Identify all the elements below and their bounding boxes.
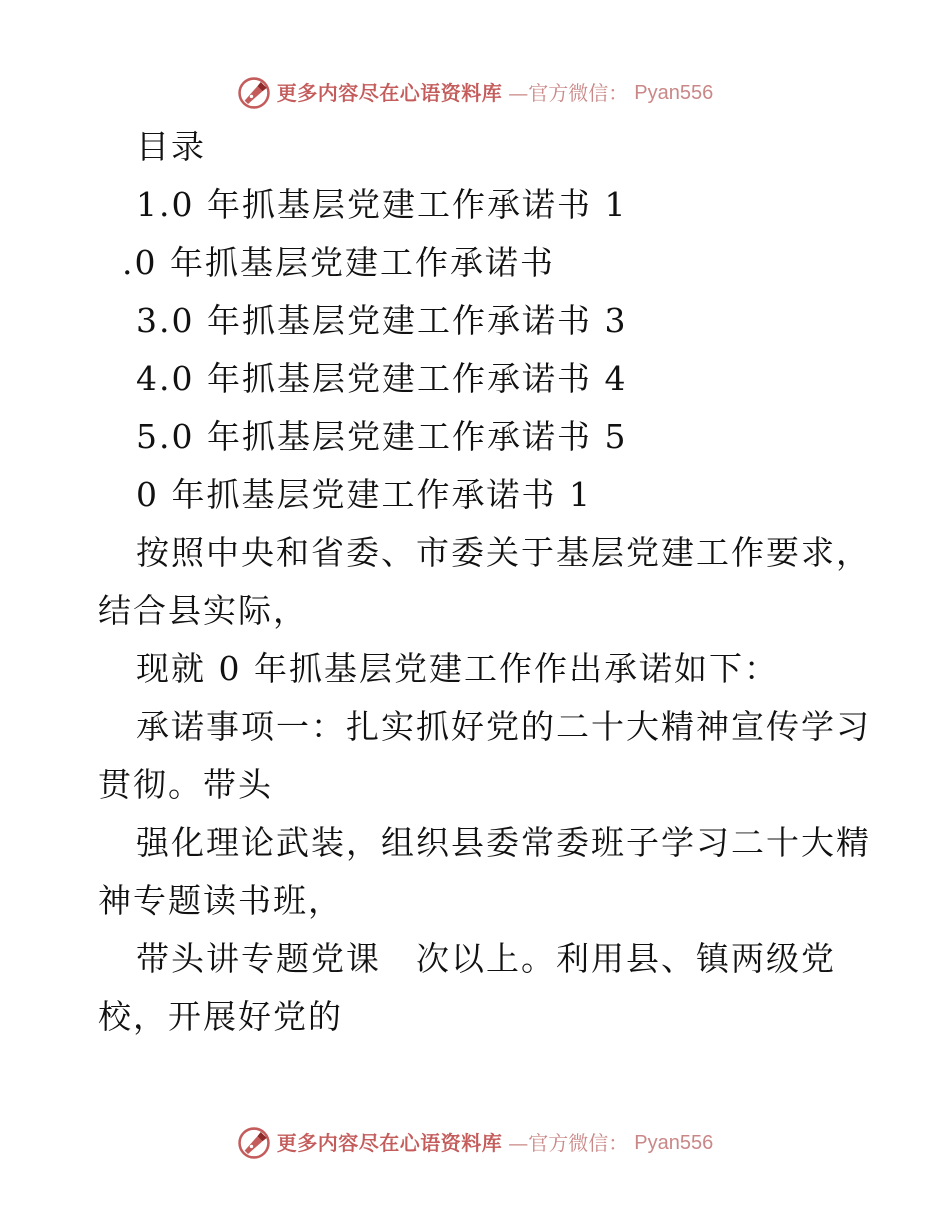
paragraph-line: 贯彻。带头	[98, 765, 273, 804]
watermark-wechat-id: Pyan556	[634, 82, 714, 104]
watermark-text: 更多内容尽在心语资料库	[276, 1131, 503, 1155]
paragraph-line: 按照中央和省委、市委关于基层党建工作要求，	[136, 533, 871, 572]
paragraph-line: 结合县实际，	[98, 591, 308, 630]
toc-item: 4.0 年抓基层党建工作承诺书 4	[136, 359, 628, 398]
pen-nib-logo-icon	[237, 1126, 271, 1160]
toc-item: 3.0 年抓基层党建工作承诺书 3	[136, 301, 628, 340]
paragraph-line: 神专题读书班，	[98, 881, 343, 920]
watermark-text: 更多内容尽在心语资料库	[276, 81, 503, 105]
paragraph-line: 强化理论武装，组织县委常委班子学习二十大精	[136, 823, 871, 862]
paragraph-line: 承诺事项一：扎实抓好党的二十大精神宣传学习	[136, 707, 871, 746]
header-watermark	[0, 76, 950, 110]
paragraph-line: 带头讲专题党课 次以上。利用县、镇两级党	[136, 939, 836, 978]
toc-item: 5.0 年抓基层党建工作承诺书 5	[136, 417, 628, 456]
pen-nib-logo-icon	[237, 76, 271, 110]
paragraph-line: 校，开展好党的	[98, 997, 343, 1036]
footer-watermark	[0, 1126, 950, 1160]
watermark-separator: —官方微信：	[508, 81, 629, 105]
toc-title: 目录	[136, 127, 206, 166]
toc-item: 1.0 年抓基层党建工作承诺书 1	[136, 185, 628, 224]
section-heading: 0 年抓基层党建工作承诺书 1	[136, 475, 592, 514]
toc-item: .0 年抓基层党建工作承诺书	[122, 243, 555, 282]
paragraph-line: 现就 0 年抓基层党建工作作出承诺如下：	[136, 649, 779, 688]
watermark-separator: —官方微信：	[508, 1131, 629, 1155]
watermark-wechat-id: Pyan556	[634, 1132, 714, 1154]
